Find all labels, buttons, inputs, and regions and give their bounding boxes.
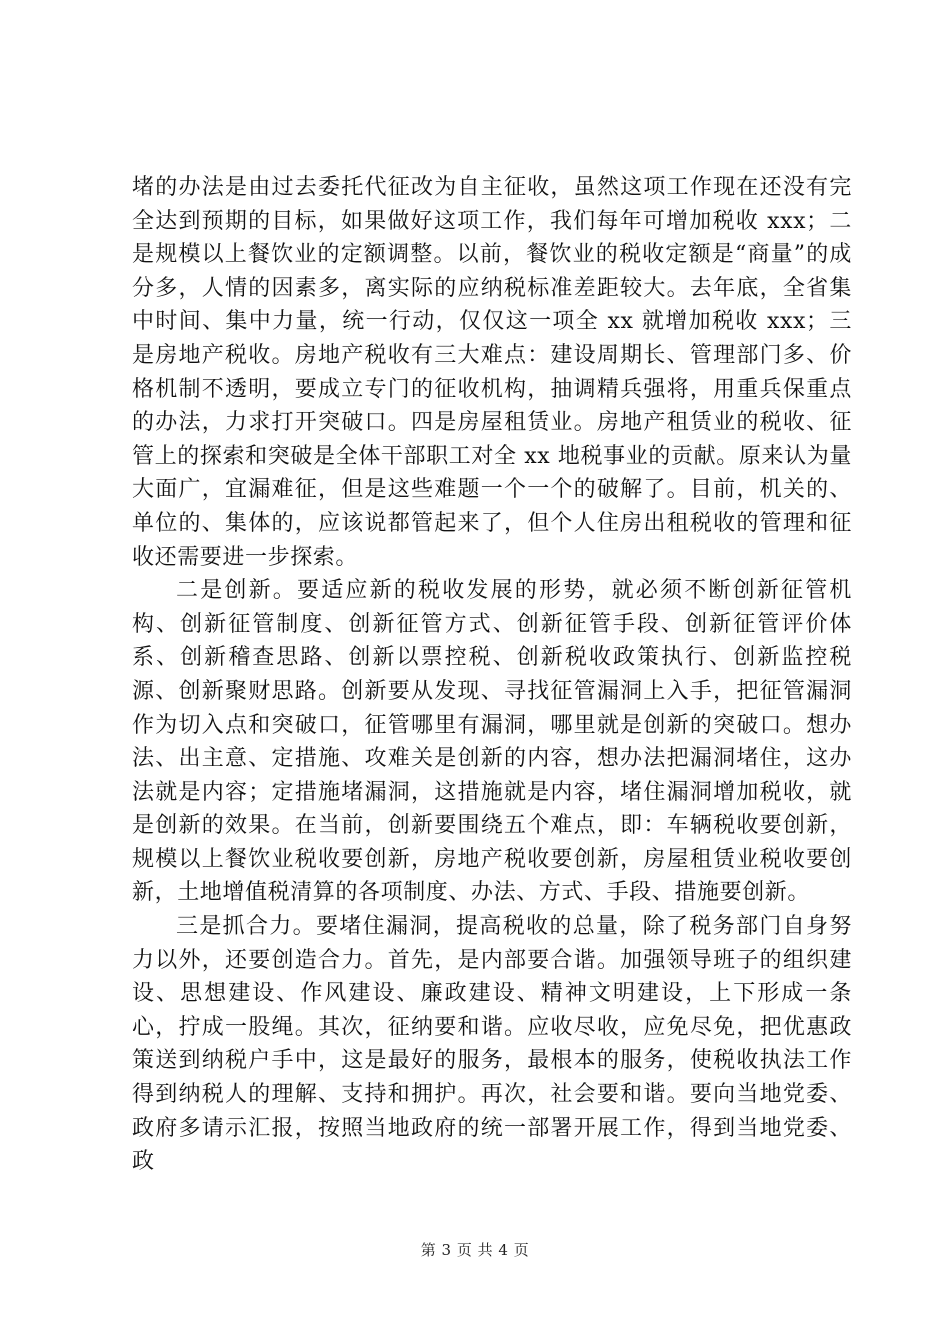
paragraph-synergy: 三是抓合力。要堵住漏洞，提高税收的总量，除了税务部门自身努力以外，还要创造合力。首先，是内部要合谐。加强领导班子的组织建设、思想建设、作风建设、廉政建设、精神文明建设，上下形成一条心，拧成一股绳。其次，征纳要和谐。应收尽收，应免尽免，把优惠政策送到纳税户手中，这是最好的服务，最根本的服务，使税收执法工作得到纳税人的理解、支持和拥护。再次，社会要和谐。要向当地党委、政府多请示汇报，按照当地政府的统一部署开展工作，得到当地党委、政 [132,914,852,1175]
paragraph-continuation: 堵的办法是由过去委托代征改为自主征收，虽然这项工作现在还没有完全达到预期的目标，如果做好这项工作，我们每年可增加税收 xxx；二是规模以上餐饮业的定额调整。以前，餐饮业的税收定额是“商量”的成分多，人情的因素多，离实际的应纳税标准差距较大。去年底，全省集中时间、集中力量，统一行动，仅仅这一项全 xx 就增加税收 xxx；三是房地产税收。房地产税收有三大难点：建设周期长、管理部门多、价格机制不透明，要成立专门的征收机构，抽调精兵强将，用重兵保重点的办法，力求打开突破口。四是房屋租赁业。房地产租赁业的税收、征管上的探索和突破是全体干部职工对全 xx 地税事业的贡献。原来认为量大面广，宜漏难征，但是这些难题一个一个的破解了。目前，机关的、单位的、集体的，应该说都管起来了，但个人住房出租税收的管理和征收还需要进一步探索。 [132,175,852,570]
page-number-footer: 第 3 页 共 4 页 [420,1241,530,1259]
document-body [132,171,852,1179]
paragraph-innovation: 二是创新。要适应新的税收发展的形势，就必须不断创新征管机构、创新征管制度、创新征管方式、创新征管手段、创新征管评价体系、创新稽查思路、创新以票控税、创新税收政策执行、创新监控税源、创新聚财思路。创新要从发现、寻找征管漏洞上入手，把征管漏洞作为切入点和突破口，征管哪里有漏洞，哪里就是创新的突破口。想办法、出主意、定措施、攻难关是创新的内容，想办法把漏洞堵住，这办法就是内容；定措施堵漏洞，这措施就是内容，堵住漏洞增加税收，就是创新的效果。在当前，创新要围绕五个难点，即：车辆税收要创新，规模以上餐饮业税收要创新，房地产税收要创新，房屋租赁业税收要创新，土地增值税清算的各项制度、办法、方式、手段、措施要创新。 [132,578,852,906]
